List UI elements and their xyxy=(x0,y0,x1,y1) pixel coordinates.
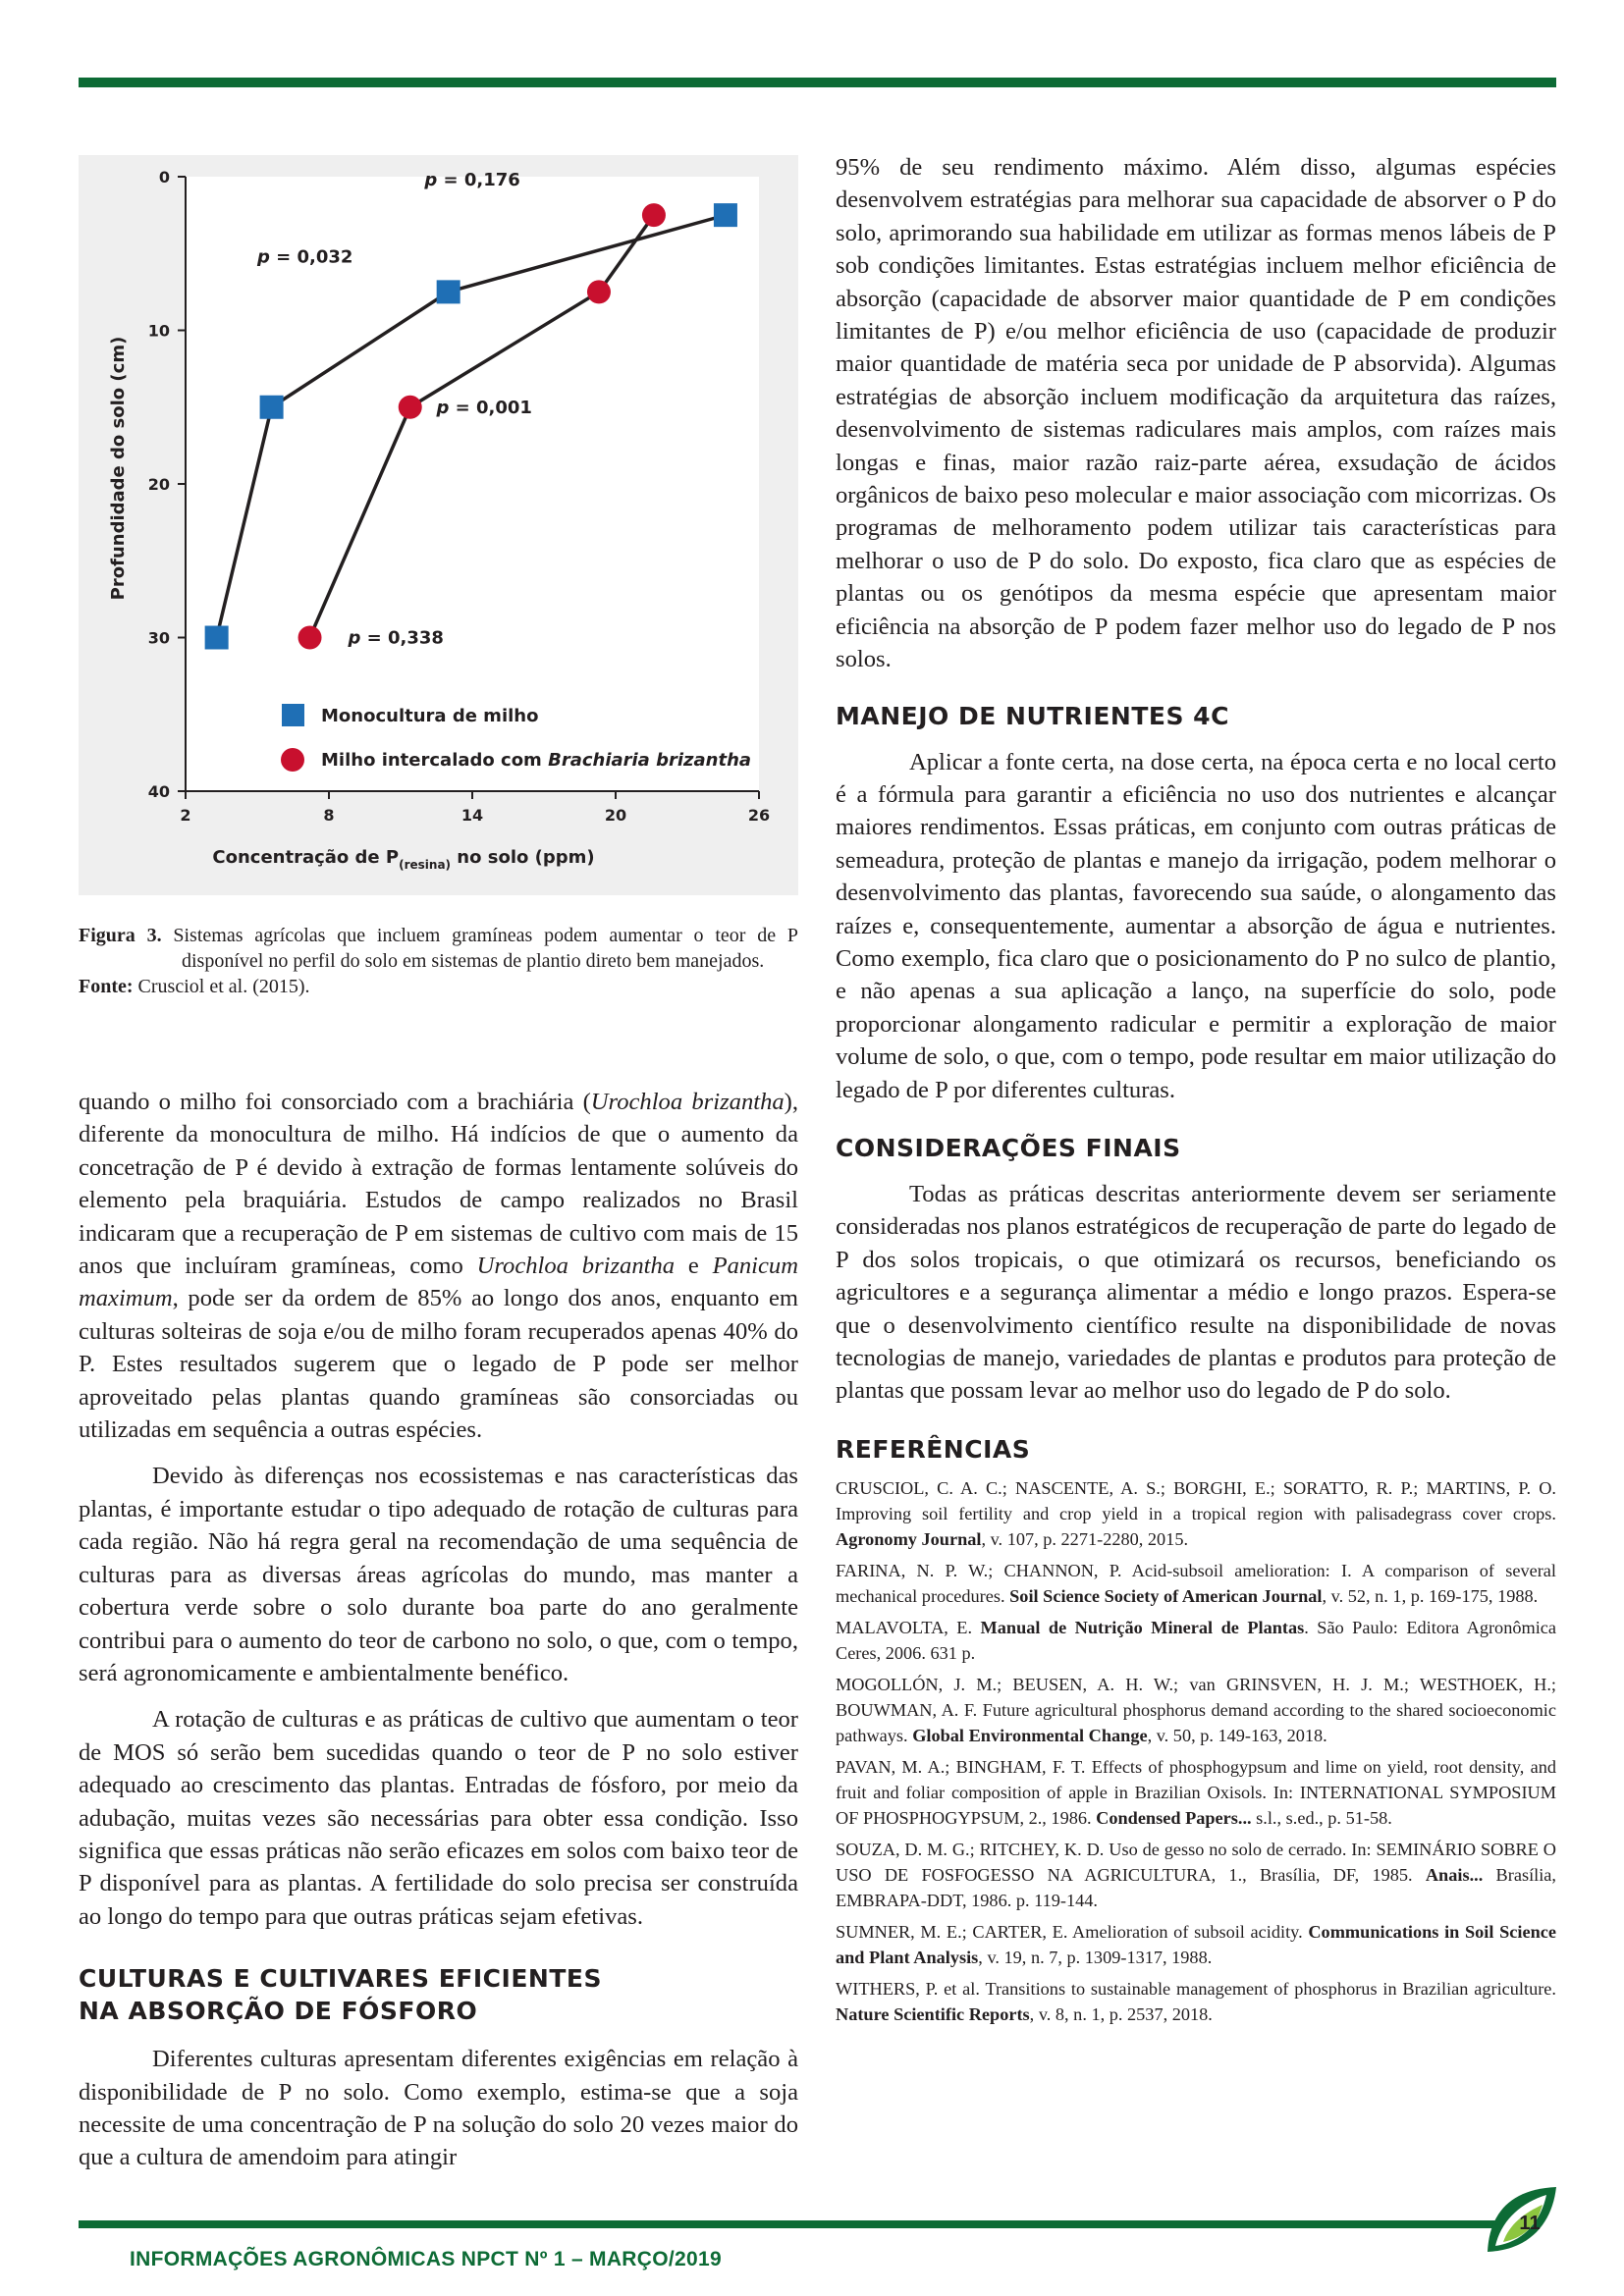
reference-authors: WITHERS, P. et al. Transitions to sustainable management of phosphorus in Brazilian agriculture. xyxy=(836,1978,1556,1999)
reference-details: , v. 19, n. 7, p. 1309-1317, 1988. xyxy=(978,1947,1213,1967)
reference-item xyxy=(836,1976,1556,2027)
data-point-intercalado xyxy=(642,203,666,227)
reference-item xyxy=(836,1475,1556,1552)
reference-details: , v. 107, p. 2271-2280, 2015. xyxy=(981,1528,1189,1549)
para-text: quando o milho foi consorciado com a brachiária ( xyxy=(79,1089,591,1115)
species-name: Urochloa brizantha xyxy=(590,1089,785,1115)
caption-label: Figura 3. xyxy=(79,925,162,946)
source-label: Fonte: xyxy=(79,976,134,997)
y-tick-label: 30 xyxy=(147,628,170,648)
heading-culturas xyxy=(79,1962,798,2027)
reference-source: Soil Science Society of American Journal xyxy=(1009,1585,1323,1606)
paragraph-consorcio xyxy=(79,1086,798,1446)
legend-marker-monocultura xyxy=(282,704,304,726)
bottom-rule xyxy=(79,2220,1507,2228)
paragraph-4c: Aplicar a fonte certa, na dose certa, na época certa e no local certo é a fórmula para garantir a eficiência no uso dos nutrientes e alcançar maiores rendimentos. Essas práticas, em conjunto com outras práticas de semeadura, proteção de plantas e manejo da irrigação, podem melhorar o desenvolvimento das plantas, favorecendo sua saúde, o alongamento das raízes e, consequentemente, aumentar a absorção de água e nutrientes. Como exemplo, fica claro que o posicionamento do P no sulco de plantio, e não apenas a sua aplicação a lanço, na superfície do solo, pode proporcionar alongamento radicular e permitir a exploração de maior volume de solo, o que, com o tempo, pode resultar em maior utilização do legado de P por diferentes culturas. xyxy=(836,748,1556,1103)
source-text: Crusciol et al. (2015). xyxy=(133,976,310,997)
x-tick-label: 8 xyxy=(323,806,335,825)
reference-item xyxy=(836,1672,1556,1748)
page-number: 11 xyxy=(1519,2213,1541,2234)
data-point-monocultura xyxy=(260,396,284,419)
reference-details: , v. 52, n. 1, p. 169-175, 1988. xyxy=(1322,1585,1539,1606)
data-point-monocultura xyxy=(205,626,229,650)
reference-authors: MALAVOLTA, E. xyxy=(836,1617,981,1637)
legend-marker-intercalado xyxy=(281,748,304,772)
y-tick-label: 20 xyxy=(147,475,170,494)
reference-source: Global Environmental Change xyxy=(912,1725,1148,1745)
reference-item xyxy=(836,1919,1556,1970)
para-text: e xyxy=(675,1253,713,1280)
data-point-monocultura xyxy=(714,203,737,227)
data-point-monocultura xyxy=(437,280,460,303)
data-point-intercalado xyxy=(587,280,611,303)
y-axis-label: Profundidade do solo (cm) xyxy=(108,336,129,601)
p-value-label xyxy=(256,246,352,267)
p-value-symbol: p xyxy=(348,627,361,649)
reference-authors: MOGOLLÓN, J. M.; BEUSEN, A. H. W.; van GRINSVEN, H. J. M.; WESTHOEK, H.; BOUWMAN, A. F. Future agricultural phosphorus demand according to the shared socioeconomic pathways. xyxy=(836,1674,1556,1745)
reference-details: . São Paulo: Editora Agronômica Ceres, 2006. 631 p. xyxy=(836,1617,1556,1663)
reference-source: Nature Scientific Reports xyxy=(836,2003,1030,2024)
p-value-number: = 0,032 xyxy=(269,246,353,268)
x-tick-label: 26 xyxy=(747,806,771,825)
species-name: Panicum maximum xyxy=(79,1253,798,1312)
legend-label-intercalado xyxy=(321,750,751,771)
caption-body: Sistemas agrícolas que incluem gramíneas podem aumentar o teor de P disponível no perfil do solo em sistemas de plantio direto bem manejados. xyxy=(161,925,798,972)
data-point-intercalado xyxy=(399,396,422,419)
left-column xyxy=(79,1086,798,2174)
reference-authors: SOUZA, D. M. G.; RITCHEY, K. D. Uso de gesso no solo de cerrado. In: SEMINÁRIO SOBRE O USO DE FOSFOGESSO NA AGRICULTURA, 1., Brasília, DF, 1985. xyxy=(836,1839,1556,1885)
plot-area xyxy=(186,177,759,791)
paragraph-rotacao: Devido às diferenças nos ecossistemas e nas características das plantas, é importante estudar o tipo adequado de rotação de culturas para cada região. Não há regra geral na recomendação de uma sequência de culturas para as diversas áreas agrícolas do mundo, mas manter a cobertura verde sobre o solo durante boa parte do ano geralmente contribui para o aumento do teor de carbono no solo, o que, com o tempo, será agronomicamente e ambientalmente benéfico. xyxy=(79,1463,798,1686)
y-tick-label: 0 xyxy=(158,168,170,187)
reference-source: Anais... xyxy=(1425,1864,1484,1885)
x-axis-label-unit: no solo (ppm) xyxy=(451,847,595,868)
x-tick-label: 20 xyxy=(604,806,627,825)
figure-3 xyxy=(79,155,798,895)
reference-authors: CRUSCIOL, C. A. C.; NASCENTE, A. S.; BORGHI, E.; SORATTO, R. P.; MARTINS, P. O. Improving soil fertility and crop yield in a tropical region with palisadegrass cover crops. xyxy=(836,1477,1556,1523)
right-column xyxy=(836,151,1556,2033)
reference-source: Communications in Soil Science and Plant Analysis xyxy=(836,1921,1556,1967)
y-tick-label: 40 xyxy=(147,782,170,801)
x-tick-label: 2 xyxy=(180,806,191,825)
para-text: ), diferente da monocultura de milho. Há indícios de que o aumento da concetração de P é devido à extração de formas lentamente solúveis do elemento pela braquiária. Estudos de campo realizados no Brasil indicaram que a recuperação de P em sistemas de cultivo com mais de 15 anos que incluíram gramíneas, como xyxy=(79,1089,799,1280)
p-value-label xyxy=(423,170,519,190)
reference-item xyxy=(836,1558,1556,1609)
heading-culturas-line2: NA ABSORÇÃO DE FÓSFORO xyxy=(79,1997,478,2026)
y-tick-label: 10 xyxy=(147,321,170,341)
x-axis-label-sub: (resina) xyxy=(399,858,452,872)
heading-manejo-4c: MANEJO DE NUTRIENTES 4C xyxy=(836,701,1229,730)
p-value-label xyxy=(347,628,443,649)
heading-culturas-line1: CULTURAS E CULTIVARES EFICIENTES xyxy=(79,1964,602,1994)
reference-details: s.l., s.ed., p. 51-58. xyxy=(1251,1807,1392,1828)
legend-label-intercalado-species: Brachiaria brizantha xyxy=(548,750,752,771)
p-value-symbol: p xyxy=(436,397,450,418)
legend-label-monocultura: Monocultura de milho xyxy=(321,706,539,726)
reference-details: , v. 50, p. 149-163, 2018. xyxy=(1147,1725,1327,1745)
paragraph-estrategias: 95% de seu rendimento máximo. Além disso, algumas espécies desenvolvem estratégias para melhorar sua capacidade de absorver o P do solo, aprimorando sua habilidade em utilizar as formas menos lábeis de P sob condições limitantes. Estas estratégias incluem melhor eficiência de absorção (capacidade de absorver maior quantidade de P em condições limitantes de P) e/ou melhor eficiência de uso (capacidade de produzir maior quantidade de matéria seca por unidade de P absorvida). Algumas estratégias de absorção incluem modificação da arquitetura das raízes, desenvolvimento de sistemas radiculares mais amplos, com raízes mais longas e finas, maior razão raiz-parte aérea, exsudação de ácidos orgânicos de baixo peso molecular e maior associação com micorrizas. Os programas de melhoramento podem utilizar tais características para melhorar o uso de P do solo. Do exposto, fica claro que as espécies de plantas ou os genótipos da mesma espécie que apresentam maior eficiência na absorção de P podem fazer melhor uso do legado de P nos solos. xyxy=(836,154,1556,673)
references-list xyxy=(836,1475,1556,2027)
paragraph-consideracoes: Todas as práticas descritas anteriormente devem ser seriamente consideradas nos planos estratégicos de recuperação de parte do legado de P dos solos tropicais, o que otimizará os recursos, beneficiando os agricultores e a segurança alimentar a médio e longo prazos. Espera-se que o desenvolvimento científico resulte na disponibilidade de novas tecnologias de manejo, variedades de plantas e produtos para proteção de plantas que possam levar ao melhor uso do legado de P do solo. xyxy=(836,1180,1556,1405)
top-rule xyxy=(79,78,1556,87)
reference-source: Manual de Nutrição Mineral de Plantas xyxy=(980,1617,1305,1637)
x-axis-label xyxy=(212,847,594,872)
p-value-number: = 0,176 xyxy=(437,170,520,191)
reference-authors: FARINA, N. P. W.; CHANNON, P. Acid-subsoil amelioration: I. A comparison of several mechanical procedures. xyxy=(836,1560,1556,1606)
figure-caption xyxy=(79,923,798,999)
caption-text xyxy=(79,923,798,974)
paragraph-exigencias: Diferentes culturas apresentam diferentes exigências em relação à disponibilidade de P no solo. Como exemplo, estima-se que a soja necessite de uma concentração de P na solução do solo 20 vezes maior do que a cultura de amendoim para atingir xyxy=(79,2046,798,2171)
legend-label-intercalado-text: Milho intercalado com xyxy=(321,750,549,771)
reference-source: Agronomy Journal xyxy=(836,1528,982,1549)
p-value-symbol: p xyxy=(424,170,438,191)
reference-authors: SUMNER, M. E.; CARTER, E. Amelioration of subsoil acidity. xyxy=(836,1921,1309,1942)
p-value-label xyxy=(436,398,532,418)
p-value-number: = 0,001 xyxy=(449,397,532,418)
caption-source xyxy=(79,974,798,999)
reference-item xyxy=(836,1615,1556,1666)
para-text: , pode ser da ordem de 85% ao longo dos anos, enquanto em culturas solteiras de soja e/ou de milho foram recuperados apenas 40% do P. Estes resultados sugerem que o legado de P pode ser melhor aproveitado pelas plantas quando gramíneas são consorciadas ou utilizadas em sequência a outras espécies. xyxy=(79,1285,798,1444)
x-axis-label-main: Concentração de P xyxy=(212,847,400,868)
reference-details: Brasília, EMBRAPA-DDT, 1986. p. 119-144. xyxy=(836,1864,1556,1910)
heading-referencias: REFERÊNCIAS xyxy=(836,1434,1031,1464)
p-value-number: = 0,338 xyxy=(360,627,444,649)
x-tick-label: 14 xyxy=(460,806,484,825)
p-value-symbol: p xyxy=(257,246,270,268)
reference-source: Condensed Papers... xyxy=(1096,1807,1252,1828)
data-point-intercalado xyxy=(298,626,322,650)
depth-profile-chart xyxy=(79,155,798,895)
footer-journal: INFORMAÇÕES AGRONÔMICAS NPCT Nº 1 – MARÇO/2019 xyxy=(130,2248,722,2270)
heading-consideracoes: CONSIDERAÇÕES FINAIS xyxy=(836,1133,1181,1162)
reference-item xyxy=(836,1754,1556,1831)
reference-authors: PAVAN, M. A.; BINGHAM, F. T. Effects of phosphogypsum and lime on yield, root density, and fruit and foliar composition of apple in Brazilian Oxisols. In: INTERNATIONAL SYMPOSIUM OF PHOSPHOGYPSUM, 2., 1986. xyxy=(836,1756,1556,1828)
paragraph-mos: A rotação de culturas e as práticas de cultivo que aumentam o teor de MOS só serão bem sucedidas quando o teor de P no solo estiver adequado ao crescimento das plantas. Entradas de fósforo, por meio da adubação, muitas vezes são necessárias para obter essa condição. Isso significa que essas práticas não serão eficazes em solos com baixo teor de P disponível para as plantas. A fertilidade do solo precisa ser construída ao longo do tempo para que outras práticas sejam efetivas. xyxy=(79,1706,798,1930)
reference-details: , v. 8, n. 1, p. 2537, 2018. xyxy=(1029,2003,1213,2024)
species-name: Urochloa brizantha xyxy=(476,1253,676,1280)
reference-item xyxy=(836,1837,1556,1913)
